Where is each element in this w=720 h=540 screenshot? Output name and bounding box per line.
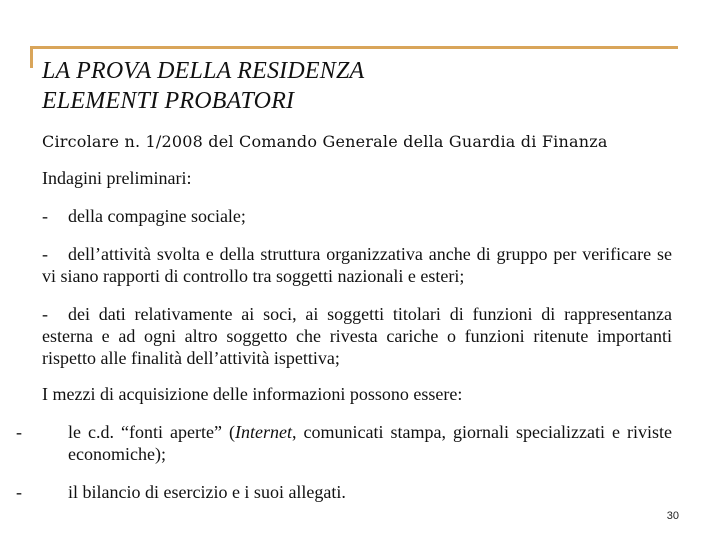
- bullet-text: dell’attività svolta e della struttura organizzativa anche di gruppo per verificare se vi siano rapporti di controllo tra soggetti nazionali e esteri;: [42, 244, 672, 286]
- title-accent-corner: [30, 46, 33, 68]
- circolare-reference: Circolare n. 1/2008 del Comando Generale della Guardia di Finanza: [42, 132, 608, 151]
- bullet-compagine: [42, 205, 672, 227]
- title-line-1: LA PROVA DELLA RESIDENZA: [42, 58, 365, 84]
- bullet-text-post: , comunicati stampa, giornali specializzati e riviste economiche);: [68, 422, 672, 464]
- page-number: 30: [666, 510, 679, 522]
- bullet-text-pre: le c.d. “fonti aperte” (: [68, 422, 235, 442]
- slide-title: [42, 56, 682, 116]
- bullet-fonti-aperte: [16, 421, 672, 465]
- bullet-text: della compagine sociale;: [68, 206, 246, 226]
- bullet-dash: -: [16, 482, 22, 502]
- indagini-heading: Indagini preliminari:: [42, 168, 192, 188]
- bullet-dash: -: [42, 206, 48, 226]
- bullet-dati-soci: [42, 303, 672, 369]
- bullet-dash: -: [42, 304, 48, 324]
- bullet-text-internet: Internet: [235, 422, 292, 442]
- title-accent-line: [30, 46, 678, 49]
- bullet-dash: -: [42, 244, 48, 264]
- bullet-text: il bilancio di esercizio e i suoi allegati.: [68, 482, 346, 502]
- bullet-attivita: [42, 243, 672, 287]
- mezzi-heading: I mezzi di acquisizione delle informazioni possono essere:: [42, 384, 463, 404]
- bullet-dash: -: [16, 422, 22, 442]
- bullet-bilancio: [16, 481, 672, 503]
- title-line-2: ELEMENTI PROBATORI: [42, 88, 295, 114]
- bullet-text: dei dati relativamente ai soci, ai soggetti titolari di funzioni di rappresentanza esterna e ad ogni altro soggetto che rivesta cariche o funzioni ritenute importanti rispetto alle finalità dell’attività ispettiva;: [42, 304, 672, 368]
- slide-body: [16, 130, 672, 503]
